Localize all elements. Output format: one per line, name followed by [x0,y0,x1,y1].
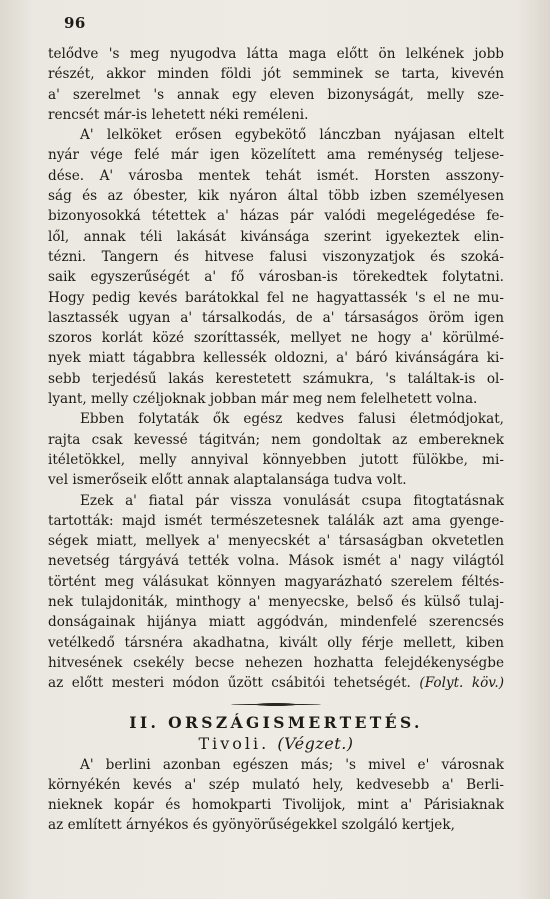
paragraph [48,44,504,125]
text-line: az említett árnyékos és gyönyörűségekkel szolgáló kertjek, [48,817,455,834]
text-line: a' szerelmet 's annak egy eleven bizonyságát, melly sze- [48,86,504,103]
text-line: lasztassék ugyan a' társalkodás, de a' társaságos öröm igen [48,309,504,326]
final-paragraph [48,755,504,836]
text-line: vel ismerőseik előtt annak alaptalansága tudva volt. [48,472,407,489]
text-line: nevetség tárgyává tették volna. Mások ismét a' nagy világtól [48,553,504,570]
text-line: itéletökkel, melly annyival könnyebben jutott fülökbe, mi- [48,451,504,468]
paragraph [48,409,504,490]
text-line: nyek miatt tágabbra kellessék oldozni, a' báró kivánságára ki- [48,350,504,367]
text-line: saik egyszerűségét a' fő városban-is törekedtek folytatni. [48,269,504,286]
continuation-note: (Folyt. köv.) [419,675,504,692]
text-line: lyant, melly czéljoknak jobban már meg nem felelhetett volna. [48,391,478,408]
text-line: donságainak hijánya miatt aggódván, mindenfelé szerencsés [48,614,504,631]
section-divider-ornament [231,702,321,707]
text-line: tartották: majd ismét természetesnek találák azt ama gyenge- [48,512,504,529]
text-line: környékén kevés a' szép mulató hely, kedvesebb a' Berli- [48,776,504,793]
text-line: ségek miatt, mellyek a' menyecskét a' társaságban okvetetlen [48,533,504,550]
text-line: rencsét már-is lehetett néki reméleni. [48,106,309,123]
text-line: hitvesének csekély becse nehezen hozhatta felejdékenységbe [48,654,504,671]
text-line: A' berlini azonban egészen más; 's mivel e' városnak [80,756,504,773]
text-line: lől, annak téli lakását kivánsága szerint igyekeztek elin- [48,228,504,245]
section-heading: II. ORSZÁGISMERTETÉS. [129,712,423,732]
text-line: ság és az óbester, kik nyáron által több izben személyesen [48,188,504,205]
section-subheading [48,733,504,755]
text-line: sebb terjedésű lakás kerestetett számukra, 's találtak-is ol- [48,370,504,387]
text-line: Hogy pedig kevés barátokkal fel ne hagyattassék 's el ne mu- [48,289,504,306]
text-line: Ezek a' fiatal pár vissza vonulását csupa fitogtatásnak [80,492,504,509]
text-line: Ebben folytaták ők egész kedves falusi életmódjokat, [80,411,504,428]
text-line: A' lelköket erősen egybekötő lánczban nyájasan eltelt [80,127,504,144]
subheading-note: (Végzet.) [277,733,354,753]
text-line: nieknek kopár és homokparti Tivolijok, mint a' Párisiaknak [48,797,504,814]
text-line [48,673,504,693]
text-line: nyár vége felé már igen közelített ama reménység teljese- [48,147,504,164]
text-line: dése. A' városba mentek tehát ismét. Horsten asszony- [48,167,504,184]
text-line-content: az előtt mesteri módon űzött csábitói tehetségét. [48,675,420,692]
text-line: szoros korlát közé szoríttassék, mellyet ne hogy a' körülmé- [48,330,504,347]
text-line: részét, akkor minden földi jót semminek se tarta, kivevén [48,66,504,83]
text-line: tézni. Tangern és hitvese falusi viszonyzatjok és szoká- [48,248,504,265]
page-number: 96 [64,14,86,32]
text-line: bizonyosokká tétettek a' házas pár valódi megelégedése fe- [48,208,504,225]
text-line: vetélkedő társnéra akadhatna, kivált olly férje mellett, kiben [48,634,504,651]
text-line: rajta csak kevessé tágitván; nem gondoltak az embereknek [48,431,504,448]
subheading-title: Tivoli. [198,733,270,753]
paragraph [48,755,504,836]
paragraph [48,491,504,694]
text-line: telődve 's meg nyugodva látta maga előtt ön lelkének jobb [48,46,504,62]
page-content [48,44,504,836]
text-line: nek tulajdoniták, minthogy a' menyecske, belső és külső tulaj- [48,594,504,611]
body-paragraphs [48,44,504,694]
paragraph [48,125,504,409]
text-line: történt meg válásukat könnyen magyarázható szerelem féltés- [48,573,504,590]
